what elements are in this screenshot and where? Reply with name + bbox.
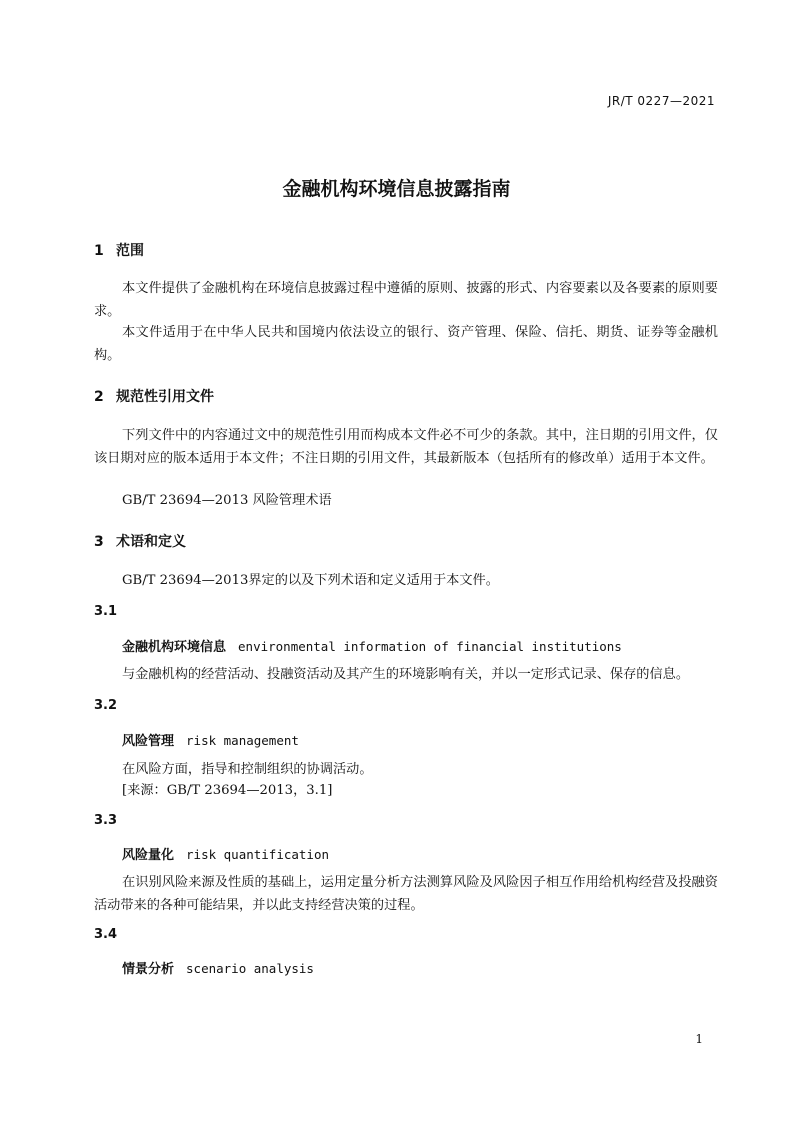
term-chinese: 风险管理 xyxy=(122,734,175,749)
section-number: 3 xyxy=(94,534,104,550)
section-2-heading xyxy=(94,386,214,406)
section-number: 2 xyxy=(94,389,104,405)
standard-code: JR/T 0227—2021 xyxy=(607,94,715,108)
term-english: risk quantification xyxy=(186,847,330,862)
term-english: risk management xyxy=(186,733,299,748)
term-number: 3.4 xyxy=(94,927,118,942)
section-1-heading xyxy=(94,240,144,260)
term-definition: 在识别风险来源及性质的基础上，运用定量分析方法测算风险及风险因子相互作用给机构经营及投融资活动带来的各种可能结果，并以此支持经营决策的过程。 xyxy=(94,875,718,913)
section-title: 范围 xyxy=(116,243,144,259)
term-chinese: 金融机构环境信息 xyxy=(122,640,227,655)
term-chinese: 情景分析 xyxy=(122,962,175,977)
section-title: 规范性引用文件 xyxy=(116,389,214,405)
paragraph: 本文件适用于在中华人民共和国境内依法设立的银行、资产管理、保险、信托、期货、证券等金融机构。 xyxy=(94,325,718,363)
term-number: 3.2 xyxy=(94,698,118,713)
term-definition: 与金融机构的经营活动、投融资活动及其产生的环境影响有关，并以一定形式记录、保存的信息。 xyxy=(122,667,690,682)
term-entry xyxy=(122,730,299,749)
term-english: environmental information of financial institutions xyxy=(238,639,622,654)
section-title: 术语和定义 xyxy=(116,534,186,550)
term-number: 3.1 xyxy=(94,604,118,619)
section-3-heading xyxy=(94,531,186,551)
term-entry xyxy=(122,844,329,863)
term-number: 3.3 xyxy=(94,813,118,828)
term-english: scenario analysis xyxy=(186,961,314,976)
term-definition: 在风险方面，指导和控制组织的协调活动。 xyxy=(122,762,373,777)
term-entry xyxy=(122,636,622,655)
term-entry xyxy=(122,958,314,977)
paragraph: 下列文件中的内容通过文中的规范性引用而构成本文件必不可少的条款。其中，注日期的引用文件，仅该日期对应的版本适用于本文件；不注日期的引用文件，其最新版本（包括所有的修改单）适用于本文件。 xyxy=(94,428,718,466)
term-chinese: 风险量化 xyxy=(122,848,175,863)
normative-reference: GB/T 23694—2013 风险管理术语 xyxy=(122,493,332,508)
paragraph: GB/T 23694—2013界定的以及下列术语和定义适用于本文件。 xyxy=(122,573,499,588)
document-title: 金融机构环境信息披露指南 xyxy=(282,178,511,200)
paragraph: 本文件提供了金融机构在环境信息披露过程中遵循的原则、披露的形式、内容要素以及各要素的原则要求。 xyxy=(94,281,718,319)
term-source: [来源：GB/T 23694—2013，3.1] xyxy=(122,783,333,798)
page-number: 1 xyxy=(695,1032,703,1046)
section-number: 1 xyxy=(94,243,104,259)
